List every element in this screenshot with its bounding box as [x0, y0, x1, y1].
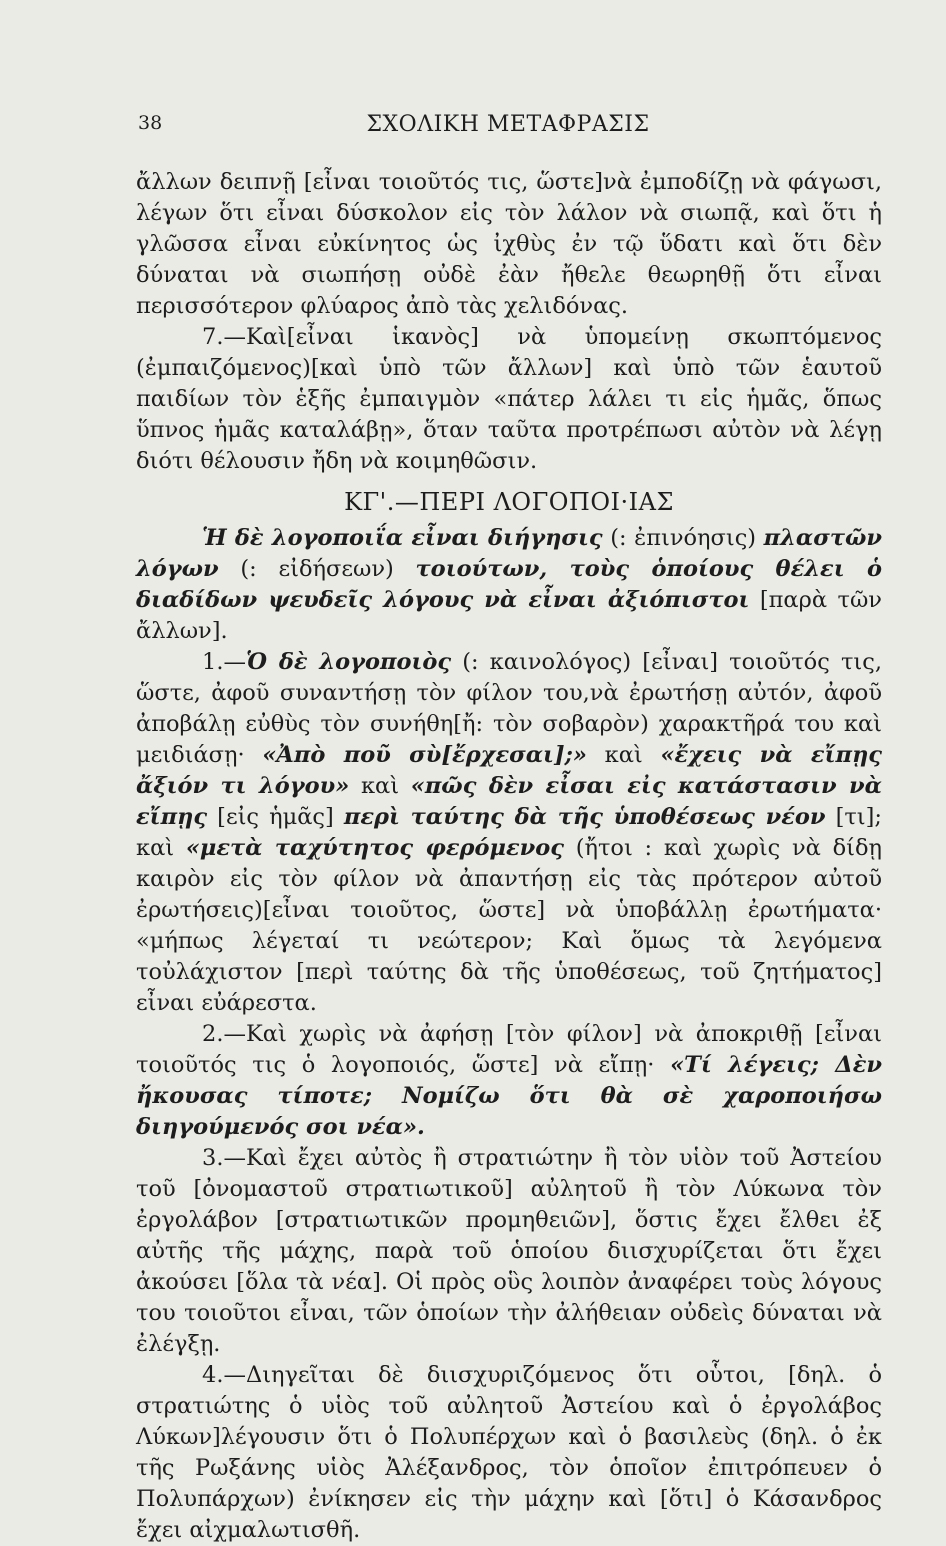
p1-text-4: καὶ — [349, 773, 411, 799]
p1-text-3: καὶ — [586, 742, 661, 768]
definition-bold-2: πλαστῶν λόγων — [136, 525, 882, 582]
p1-bold-6: «μετὰ ταχύτητος φερόμενος — [185, 835, 564, 861]
p1-bold-1: Ὁ δὲ λογοποιὸς — [245, 649, 452, 675]
p1-bold-3: «ἔχεις νὰ εἴπῃς ἄξιόν τι λόγου» — [136, 742, 883, 799]
p1-text-1: 1.— — [202, 649, 246, 675]
definition-bold-3: τοιούτων, τοὺς ὁποίους θέλει ὁ διαδίδων ψευδεῖς λόγους νὰ εἶναι ἀξιόπιστοι — [136, 556, 882, 613]
p2-bold-1: «Τί λέγεις; Δὲν ἤκουσας τίποτε; Νομίζω ὅτι θὰ σὲ χαροποιήσω διηγούμενός σοι νέα». — [136, 1052, 882, 1140]
page-number: 38 — [138, 112, 163, 134]
p1-text-6: [τι]; καὶ — [136, 804, 882, 861]
p2-text-1: 2.—Καὶ χωρὶς νὰ ἀφήσῃ [τὸν φίλον] νὰ ἀποκριθῇ [εἶναι τοιοῦτός τις ὁ λογοποιός, ὥστε] νὰ εἴπῃ· — [136, 1021, 882, 1078]
definition-text-3: [παρὰ τῶν ἄλλων]. — [136, 587, 882, 644]
p1-bold-4: «πῶς δὲν εἶσαι εἰς κατάστασιν νὰ εἴπῃς — [136, 773, 882, 830]
running-title: ΣΧΟΛΙΚΗ ΜΕΤΑΦΡΑΣΙΣ — [366, 112, 650, 137]
definition-paragraph — [136, 523, 882, 647]
page-header — [138, 112, 878, 142]
definition-bold-1: Ἡ δὲ λογοποιΐα εἶναι διήγησις — [202, 525, 603, 551]
paragraph-3: 3.—Καὶ ἔχει αὐτὸς ἢ στρατιώτην ἢ τὸν υἱὸν τοῦ Ἀστείου τοῦ [ὀνομαστοῦ στρατιωτικοῦ] αὐλητοῦ ἢ τὸν Λύκωνα τὸν ἐργολάβον [στρατιωτικῶν προμηθειῶν], ὅστις ἔχει ἔλθει ἐξ αὐτῆς τῆς μάχης, παρὰ τοῦ ὁποίου διισχυρίζεται ὅτι ἔχει ἀκούσει [ὅλα τὰ νέα]. Οἱ πρὸς οὓς λοιπὸν ἀναφέρει τοὺς λόγους του τοιοῦτοι εἶναι, τῶν ὁποίων τὴν ἀλήθειαν οὐδεὶς δύναται νὰ ἐλέγξῃ. — [136, 1145, 882, 1357]
paragraph-4: 4.—Διηγεῖται δὲ διισχυριζόμενος ὅτι οὗτοι, [δηλ. ὁ στρατιώτης ὁ υἱὸς τοῦ αὐλητοῦ Ἀστείου καὶ ὁ ἐργολάβος Λύκων]λέγουσιν ὅτι ὁ Πολυπέρχων καὶ ὁ βασιλεὺς (δηλ. ὁ ἐκ τῆς Ρωξάνης υἱὸς Ἀλέξανδρος, τὸν ὁποῖον ἐπιτρόπευεν ὁ Πολυπάρχων) ἐνίκησεν εἰς τὴν μάχην καὶ [ὅτι] ὁ Κάσανδρος ἔχει αἰχμαλωτισθῆ. — [136, 1362, 882, 1543]
definition-text-2: (: εἰδήσεων) — [218, 556, 416, 582]
section-heading: ΚΓ'.—ΠΕΡΙ ΛΟΓΟΠΟΙ·ΙΑΣ — [344, 488, 674, 516]
p1-text-7: (ἤτοι : καὶ χωρὶς νὰ δίδῃ καιρὸν εἰς τὸν φίλον νὰ ἀπαντήσῃ εἰς τὰς πρότερον αὐτοῦ ἐρωτήσεις)[εἶναι τοιοῦτος, ὥστε] νὰ ὑποβάλλῃ ἐρωτήματα· «μήπως λέγεταί τι νεώτερον; Καὶ ὅμως τὰ λεγόμενα τοὐλάχιστον [περὶ ταύτης δὰ τῆς ὑποθέσεως, τοῦ ζητήματος] εἶναι εὐάρεστα. — [136, 835, 882, 1016]
p1-bold-5: περὶ ταύτης δὰ τῆς ὑποθέσεως νέον — [343, 804, 826, 830]
paragraph-1 — [136, 647, 882, 1019]
paragraph-7: 7.—Καὶ[εἶναι ἱκανὸς] νὰ ὑπομείνῃ σκωπτόμενος (ἐμπαιζόμενος)[καὶ ὑπὸ τῶν ἄλλων] καὶ ὑπὸ τῶν ἑαυτοῦ παιδίων τὸν ἑξῆς ἐμπαιγμὸν «πάτερ λάλει τι εἰς ἡμᾶς, ὅπως ὕπνος ἡμᾶς καταλάβῃ», ὅταν ταῦτα προτρέπωσι αὐτὸν νὰ λέγῃ διότι θέλουσιν ἤδη νὰ κοιμηθῶσιν. — [136, 324, 882, 474]
p1-text-5: [εἰς ἡμᾶς] — [207, 804, 344, 830]
paragraph-continued: ἄλλων δειπνῇ [εἶναι τοιοῦτός τις, ὥστε]νὰ ἐμποδίζῃ νὰ φάγωσι, λέγων ὅτι εἶναι δύσκολον εἰς τὸν λάλον νὰ σιωπᾷ, καὶ ὅτι ἡ γλῶσσα εἶναι εὐκίνητος ὡς ἰχθὺς ἐν τῷ ὕδατι καὶ ὅτι δὲν δύναται νὰ σιωπήσῃ οὐδὲ ἐὰν ἤθελε θεωρηθῇ ὅτι εἶναι περισσότερον φλύαρος ἀπὸ τὰς χελιδόνας. — [136, 169, 882, 319]
paragraph-2 — [136, 1019, 882, 1143]
definition-text-1: (: ἐπινόησις) — [602, 525, 764, 551]
p1-bold-2: «Ἀπὸ ποῦ σὺ[ἔρχεσαι];» — [262, 742, 587, 768]
p1-text-2: (: καινολόγος) [εἶναι] τοιοῦτός τις, ὥστε, ἀφοῦ συναντήσῃ τὸν φίλον του,νὰ ἐρωτήσῃ αὐτόν, ἀφοῦ ἀποβάλῃ εὐθὺς τὸν συνήθη[ἤ: τὸν σοβαρὸν) χαρακτῆρά του καὶ μειδιάσῃ· — [136, 649, 882, 768]
page-body — [136, 167, 882, 1546]
